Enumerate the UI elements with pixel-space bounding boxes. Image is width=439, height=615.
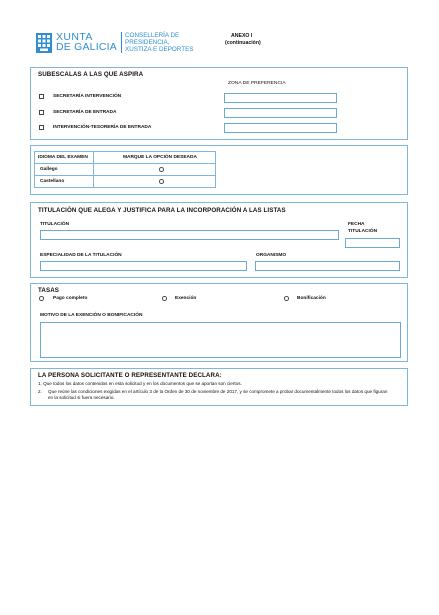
- subscales-section: [30, 67, 408, 140]
- fee-radio-exencion[interactable]: [162, 296, 167, 301]
- especialidad-label: ESPECIALIDAD DE LA TITULACIÓN: [40, 253, 122, 258]
- table-divider-row1: [35, 163, 215, 164]
- language-label-castellano: Castellano: [40, 179, 65, 184]
- especialidad-field[interactable]: [40, 261, 247, 271]
- department-line1: CONSELLERÍA DE: [125, 32, 180, 39]
- logo-divider: [121, 32, 122, 53]
- galicia-emblem-icon: [36, 33, 52, 53]
- titulacion-label: TITULACIÓN: [40, 222, 70, 227]
- subscales-heading: SUBESCALAS A LAS QUE ASPIRA: [38, 71, 144, 78]
- table-divider-vertical: [93, 152, 94, 187]
- subscale-checkbox-secretaria-entrada[interactable]: [39, 110, 44, 115]
- qualification-heading: TITULACIÓN QUE ALEGA Y JUSTIFICA PARA LA INCORPORACIÓN A LAS LISTAS: [38, 207, 286, 214]
- subscale-label-secretaria-intervencion: SECRETARÍA INTERVENCIÓN: [53, 94, 122, 99]
- language-radio-castellano[interactable]: [159, 179, 164, 184]
- department-name: [125, 32, 193, 53]
- department-line2: PRESIDENCIA,: [125, 39, 170, 46]
- fees-heading: TASAS: [38, 287, 60, 294]
- declaration-item-1: [38, 381, 400, 386]
- motivo-field[interactable]: [40, 322, 401, 358]
- fee-label-pago-completo: Pago completo: [53, 296, 88, 301]
- zone-field-secretaria-entrada[interactable]: [224, 108, 337, 118]
- department-line3: XUSTIZA E DEPORTES: [125, 46, 194, 53]
- fees-section: [30, 283, 408, 362]
- preference-zone-heading: ZONA DE PREFERENCIA: [228, 81, 286, 86]
- fee-label-bonificacion: Bonificación: [297, 296, 326, 301]
- fecha-label-line1: FECHA: [348, 222, 365, 227]
- logo-line1: XUNTA: [56, 31, 93, 43]
- language-section: [30, 145, 408, 195]
- declaration-item-2-text: Que reúne las condiciones exigidas en el artículo 3 de la Orden de 30 de noviembre de 2017, y se compromete a probar documentalmente todos los datos que figuran en la solicitud si fuera necesario.: [48, 389, 388, 400]
- subscale-label-secretaria-entrada: SECRETARÍA DE ENTRADA: [53, 110, 117, 115]
- zone-field-intervencion-tesoreria[interactable]: [224, 123, 337, 133]
- organismo-field[interactable]: [255, 261, 400, 271]
- table-divider-row2: [35, 175, 215, 176]
- annex-title: ANEXO I: [231, 33, 253, 39]
- xunta-logo: [36, 32, 120, 54]
- fecha-titulacion-label: [348, 222, 377, 235]
- option-column-header: MARQUE LA OPCIÓN DESEADA: [123, 155, 197, 160]
- declaration-section: [30, 368, 408, 406]
- fee-label-exencion: Exención: [175, 296, 197, 301]
- zone-field-secretaria-intervencion[interactable]: [224, 93, 337, 103]
- declaration-item-2: [38, 389, 388, 401]
- declaration-item-1-num: 1.: [38, 381, 42, 386]
- declaration-heading: LA PERSONA SOLICITANTE O REPRESENTANTE DECLARA:: [38, 372, 222, 379]
- fecha-titulacion-field[interactable]: [345, 238, 400, 248]
- logo-line2: DE GALICIA: [56, 41, 117, 53]
- language-radio-gallego[interactable]: [159, 167, 164, 172]
- subscale-checkbox-secretaria-intervencion[interactable]: [39, 94, 44, 99]
- motivo-label: MOTIVO DE LA EXENCIÓN O BONIFICACIÓN: [40, 313, 143, 318]
- declaration-item-2-num: 2.: [38, 389, 42, 394]
- language-label-gallego: Gallego: [40, 167, 58, 172]
- fee-radio-bonificacion[interactable]: [284, 296, 289, 301]
- language-table: [34, 151, 216, 188]
- subscale-checkbox-intervencion-tesoreria[interactable]: [39, 125, 44, 130]
- fecha-label-line2: TITULACIÓN: [348, 228, 378, 234]
- fee-radio-pago-completo[interactable]: [39, 296, 44, 301]
- declaration-item-1-text: Que todos los datos contenidos en esta solicitud y en los documentos que se aportan son ciertos.: [43, 381, 242, 386]
- qualification-section: [30, 202, 408, 278]
- subscale-label-intervencion-tesoreria: INTERVENCIÓN-TESORERÍA DE ENTRADA: [53, 125, 152, 130]
- organismo-label: ORGANISMO: [256, 253, 287, 258]
- language-column-header: IDIOMA DEL EXAMEN: [38, 155, 88, 160]
- annex-subtitle: (continuación): [225, 40, 261, 46]
- titulacion-field[interactable]: [40, 230, 339, 240]
